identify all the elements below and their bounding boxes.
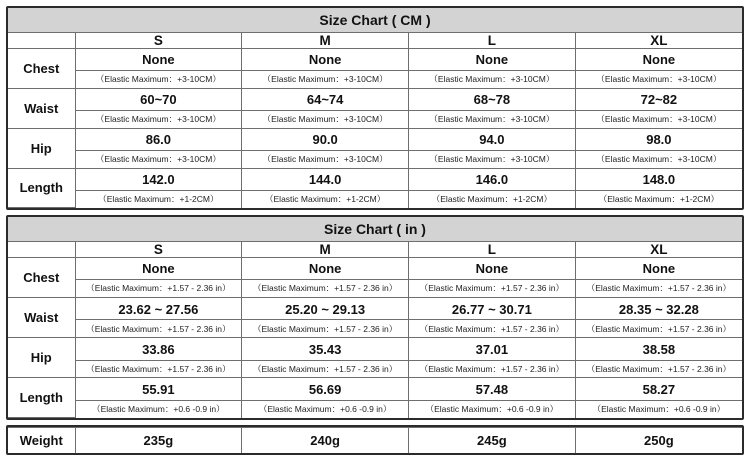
weight-value-m: 240g — [242, 428, 409, 454]
cell-value: 23.62 ~ 27.56 — [75, 297, 242, 320]
size-header-s: S — [75, 241, 242, 257]
cell-value: 98.0 — [575, 128, 742, 150]
cell-note: （Elastic Maximum：+1.57 - 2.36 in） — [242, 280, 409, 298]
size-header-xl: XL — [575, 241, 742, 257]
cell-value: 37.01 — [409, 338, 576, 361]
weight-table-grid — [8, 427, 742, 453]
cell-note: （Elastic Maximum：+1.57 - 2.36 in） — [242, 320, 409, 338]
cell-value: 56.69 — [242, 378, 409, 401]
row-label-length: Length — [8, 378, 75, 418]
cell-note: （Elastic Maximum：+1-2CM） — [409, 190, 576, 207]
row-label-length: Length — [8, 168, 75, 207]
size-chart-in — [6, 215, 744, 420]
cell-value: 26.77 ~ 30.71 — [409, 297, 576, 320]
size-header-s: S — [75, 32, 242, 48]
cell-value: None — [575, 257, 742, 280]
cell-note: （Elastic Maximum：+1.57 - 2.36 in） — [409, 360, 576, 378]
size-chart-cm-table — [8, 8, 742, 208]
cell-note: （Elastic Maximum：+1.57 - 2.36 in） — [75, 320, 242, 338]
weight-value-xl: 250g — [575, 428, 742, 454]
size-header-m: M — [242, 241, 409, 257]
cell-note: （Elastic Maximum：+3-10CM） — [242, 150, 409, 168]
cell-note: （Elastic Maximum：+0.6 -0.9 in） — [75, 400, 242, 417]
cell-note: （Elastic Maximum：+3-10CM） — [242, 110, 409, 128]
size-header-l: L — [409, 32, 576, 48]
row-label-chest: Chest — [8, 48, 75, 88]
cell-value: 25.20 ~ 29.13 — [242, 297, 409, 320]
cell-value: 55.91 — [75, 378, 242, 401]
size-header-l: L — [409, 241, 576, 257]
cell-note: （Elastic Maximum：+3-10CM） — [575, 70, 742, 88]
row-label-weight: Weight — [8, 428, 75, 454]
weight-value-s: 235g — [75, 428, 242, 454]
cell-value: 28.35 ~ 32.28 — [575, 297, 742, 320]
cell-value: 60~70 — [75, 88, 242, 110]
cell-note: （Elastic Maximum：+0.6 -0.9 in） — [242, 400, 409, 417]
size-chart-in-table — [8, 217, 742, 418]
cell-value: 142.0 — [75, 168, 242, 190]
row-label-hip: Hip — [8, 128, 75, 168]
row-label-waist: Waist — [8, 88, 75, 128]
cell-note: （Elastic Maximum：+1.57 - 2.36 in） — [409, 280, 576, 298]
cell-value: None — [575, 48, 742, 70]
cell-note: （Elastic Maximum：+1-2CM） — [575, 190, 742, 207]
cell-note: （Elastic Maximum：+3-10CM） — [575, 150, 742, 168]
size-chart-in-title: Size Chart ( in ) — [8, 217, 742, 241]
cell-value: 68~78 — [409, 88, 576, 110]
size-header-xl: XL — [575, 32, 742, 48]
cell-value: None — [75, 257, 242, 280]
cell-note: （Elastic Maximum：+3-10CM） — [242, 70, 409, 88]
cell-value: None — [242, 48, 409, 70]
cell-note: （Elastic Maximum：+3-10CM） — [409, 150, 576, 168]
cell-note: （Elastic Maximum：+3-10CM） — [409, 70, 576, 88]
cell-note: （Elastic Maximum：+3-10CM） — [409, 110, 576, 128]
cell-value: 90.0 — [242, 128, 409, 150]
cell-value: None — [75, 48, 242, 70]
cell-value: 94.0 — [409, 128, 576, 150]
cell-value: None — [409, 257, 576, 280]
cell-value: 38.58 — [575, 338, 742, 361]
weight-table — [6, 425, 744, 455]
cell-value: 72~82 — [575, 88, 742, 110]
cell-note: （Elastic Maximum：+3-10CM） — [575, 110, 742, 128]
corner-cell — [8, 32, 75, 48]
cell-note: （Elastic Maximum：+1.57 - 2.36 in） — [575, 320, 742, 338]
cell-value: None — [242, 257, 409, 280]
size-header-m: M — [242, 32, 409, 48]
cell-note: （Elastic Maximum：+1.57 - 2.36 in） — [75, 360, 242, 378]
cell-note: （Elastic Maximum：+1.57 - 2.36 in） — [242, 360, 409, 378]
cell-value: 33.86 — [75, 338, 242, 361]
cell-value: 146.0 — [409, 168, 576, 190]
cell-note: （Elastic Maximum：+1.57 - 2.36 in） — [75, 280, 242, 298]
cell-value: 35.43 — [242, 338, 409, 361]
cell-value: 57.48 — [409, 378, 576, 401]
cell-value: None — [409, 48, 576, 70]
cell-note: （Elastic Maximum：+1-2CM） — [75, 190, 242, 207]
cell-value: 148.0 — [575, 168, 742, 190]
cell-value: 144.0 — [242, 168, 409, 190]
cell-note: （Elastic Maximum：+3-10CM） — [75, 110, 242, 128]
cell-note: （Elastic Maximum：+1.57 - 2.36 in） — [409, 320, 576, 338]
size-chart-cm-title: Size Chart ( CM ) — [8, 8, 742, 32]
cell-note: （Elastic Maximum：+1.57 - 2.36 in） — [575, 360, 742, 378]
size-chart-cm — [6, 6, 744, 210]
row-label-hip: Hip — [8, 338, 75, 378]
cell-note: （Elastic Maximum：+0.6 -0.9 in） — [409, 400, 576, 417]
cell-note: （Elastic Maximum：+0.6 -0.9 in） — [575, 400, 742, 417]
weight-value-l: 245g — [409, 428, 576, 454]
cell-value: 64~74 — [242, 88, 409, 110]
cell-note: （Elastic Maximum：+3-10CM） — [75, 150, 242, 168]
row-label-waist: Waist — [8, 297, 75, 337]
corner-cell — [8, 241, 75, 257]
cell-note: （Elastic Maximum：+1-2CM） — [242, 190, 409, 207]
cell-value: 58.27 — [575, 378, 742, 401]
row-label-chest: Chest — [8, 257, 75, 297]
cell-note: （Elastic Maximum：+1.57 - 2.36 in） — [575, 280, 742, 298]
cell-note: （Elastic Maximum：+3-10CM） — [75, 70, 242, 88]
cell-value: 86.0 — [75, 128, 242, 150]
